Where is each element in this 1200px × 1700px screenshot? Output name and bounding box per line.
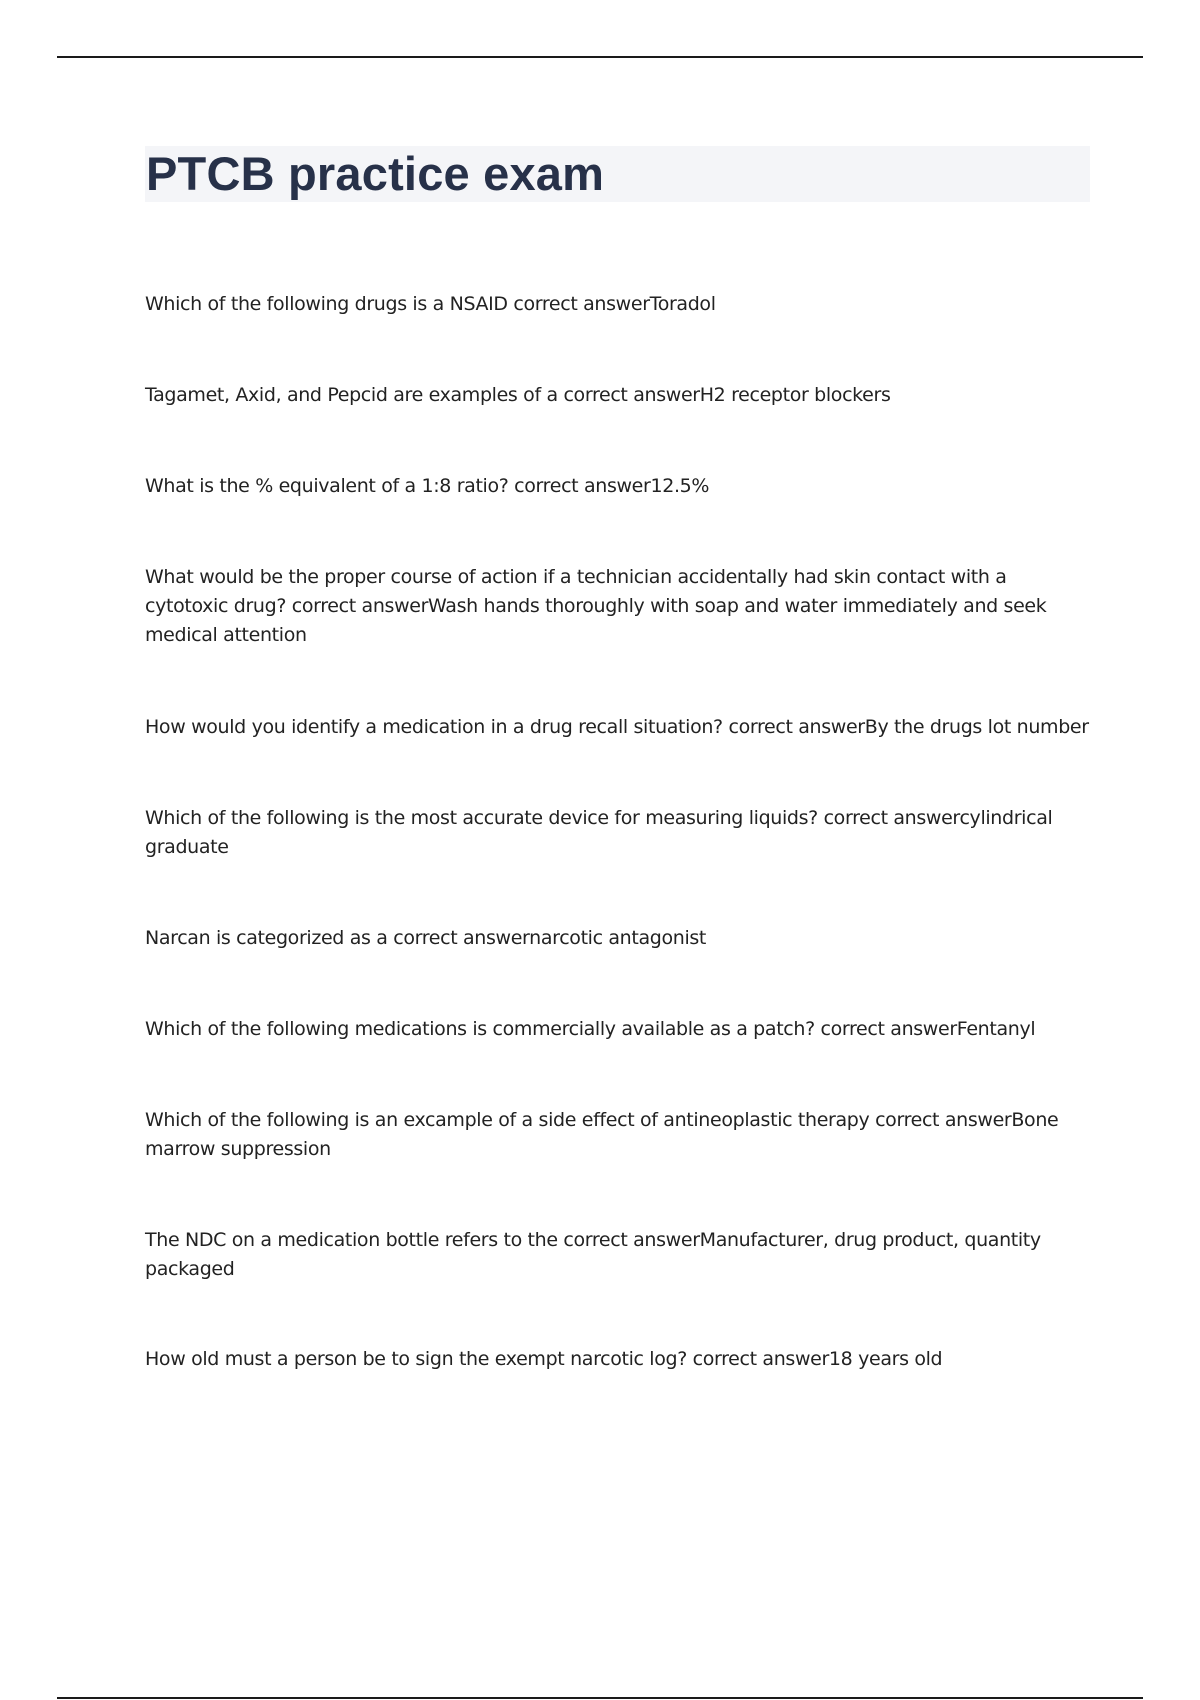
question-item-11: How old must a person be to sign the exempt narcotic log? correct answer18 years old bbox=[145, 1348, 943, 1370]
question-item-10: The NDC on a medication bottle refers to the correct answerManufacturer, drug product, quantity packaged bbox=[145, 1229, 1041, 1280]
question-item-6: Which of the following is the most accurate device for measuring liquids? correct answercylindrical graduate bbox=[145, 807, 1053, 858]
question-item-1: Which of the following drugs is a NSAID correct answerToradol bbox=[145, 293, 716, 315]
header-rule bbox=[57, 56, 1143, 58]
question-item-9: Which of the following is an excample of a side effect of antineoplastic therapy correct answerBone marrow suppression bbox=[145, 1109, 1059, 1160]
question-item-4: What would be the proper course of action if a technician accidentally had skin contact with a cytotoxic drug? correct answerWash hands thoroughly with soap and water immediately and seek medical attention bbox=[145, 566, 1047, 646]
document-title: PTCB practice exam bbox=[146, 147, 605, 200]
footer-rule bbox=[57, 1697, 1143, 1699]
question-item-7: Narcan is categorized as a correct answernarcotic antagonist bbox=[145, 927, 707, 949]
question-item-3: What is the % equivalent of a 1:8 ratio? correct answer12.5% bbox=[145, 475, 710, 497]
question-item-8: Which of the following medications is commercially available as a patch? correct answerFentanyl bbox=[145, 1018, 1036, 1040]
question-item-5: How would you identify a medication in a drug recall situation? correct answerBy the drugs lot number bbox=[145, 716, 1089, 738]
question-item-2: Tagamet, Axid, and Pepcid are examples of a correct answerH2 receptor blockers bbox=[145, 384, 891, 406]
